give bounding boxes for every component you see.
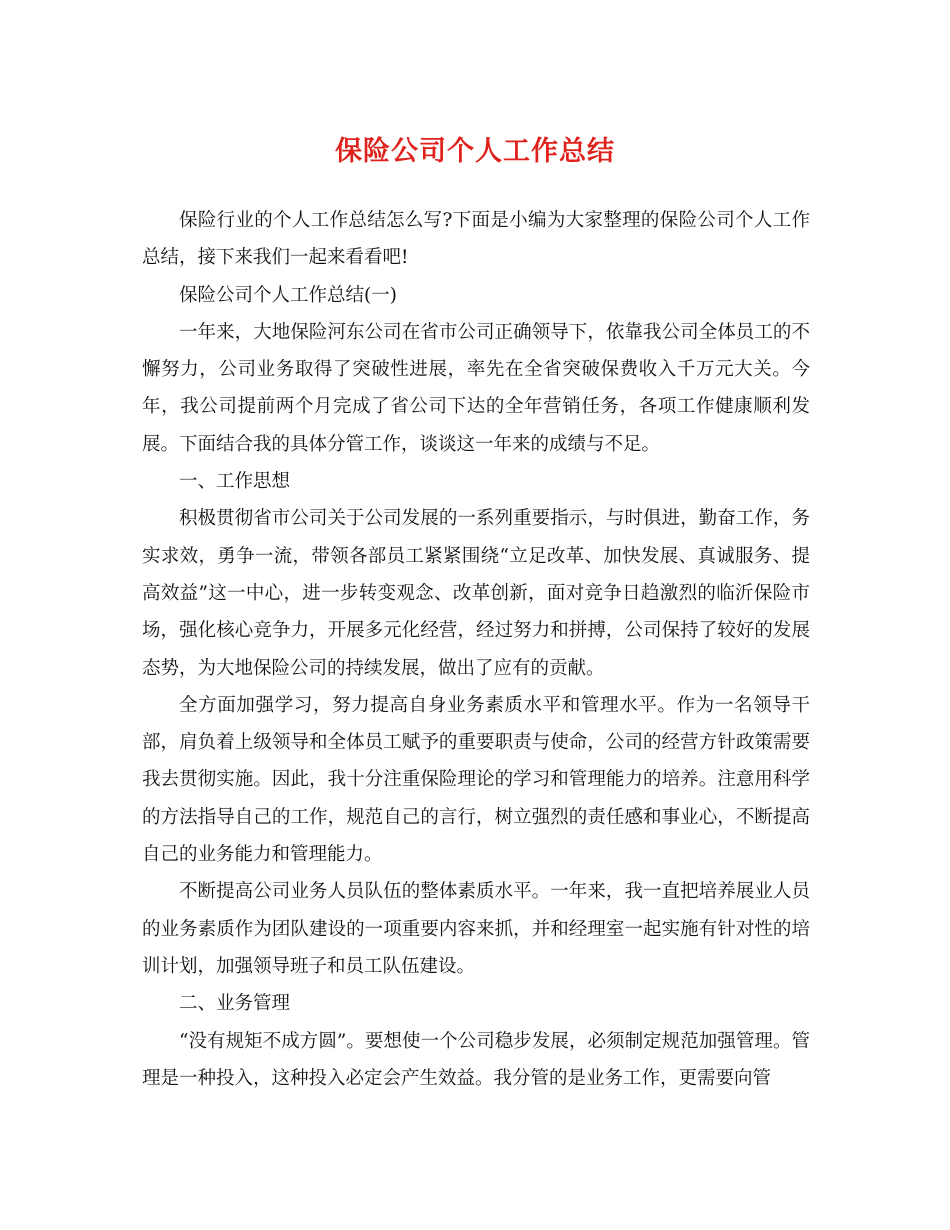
body-paragraph: 积极贯彻省市公司关于公司发展的一系列重要指示，与时俱进，勤奋工作，务实求效，勇争一流，带领各部员工紧紧围绕“立足改革、加快发展、真诚服务、提高效益”这一中心，进一步转变观念、改革创新，面对竞争日趋激烈的临沂保险市场，强化核心竞争力，开展多元化经营，经过努力和拼搏，公司保持了较好的发展态势，为大地保险公司的持续发展，做出了应有的贡献。 xyxy=(142,508,810,679)
body-paragraph: 不断提高公司业务人员队伍的整体素质水平。一年来，我一直把培养展业人员的业务素质作为团队建设的一项重要内容来抓，并和经理室一起实施有针对性的培训计划，加强领导班子和员工队伍建设。 xyxy=(142,881,810,977)
document-title: 保险公司个人工作总结 xyxy=(335,136,615,167)
section-heading-business-management: 二、业务管理 xyxy=(179,993,291,1015)
body-paragraph: 全方面加强学习，努力提高自身业务素质水平和管理水平。作为一名领导干部，肩负着上级领导和全体员工赋予的重要职责与使命，公司的经营方针政策需要我去贯彻实施。因此，我十分注重保险理论的学习和管理能力的培养。注意用科学的方法指导自己的工作，规范自己的言行，树立强烈的责任感和事业心，不断提高自己的业务能力和管理能力。 xyxy=(142,694,810,866)
section-heading-summary-one: 保险公司个人工作总结(一) xyxy=(179,284,397,306)
section-heading-work-thinking: 一、工作思想 xyxy=(179,471,291,493)
document-body xyxy=(142,202,810,1097)
body-paragraph: “没有规矩不成方圆”。要想使一个公司稳步发展，必须制定规范加强管理。管理是一种投入，这种投入必定会产生效益。我分管的是业务工作，更需要向管 xyxy=(142,1030,810,1089)
body-paragraph: 一年来，大地保险河东公司在省市公司正确领导下，依靠我公司全体员工的不懈努力，公司业务取得了突破性进展，率先在全省突破保费收入千万元大关。今年，我公司提前两个月完成了省公司下达的全年营销任务，各项工作健康顺利发展。下面结合我的具体分管工作，谈谈这一年来的成绩与不足。 xyxy=(142,321,810,455)
intro-paragraph: 保险行业的个人工作总结怎么写?下面是小编为大家整理的保险公司个人工作总结，接下来我们一起来看看吧! xyxy=(142,210,810,269)
